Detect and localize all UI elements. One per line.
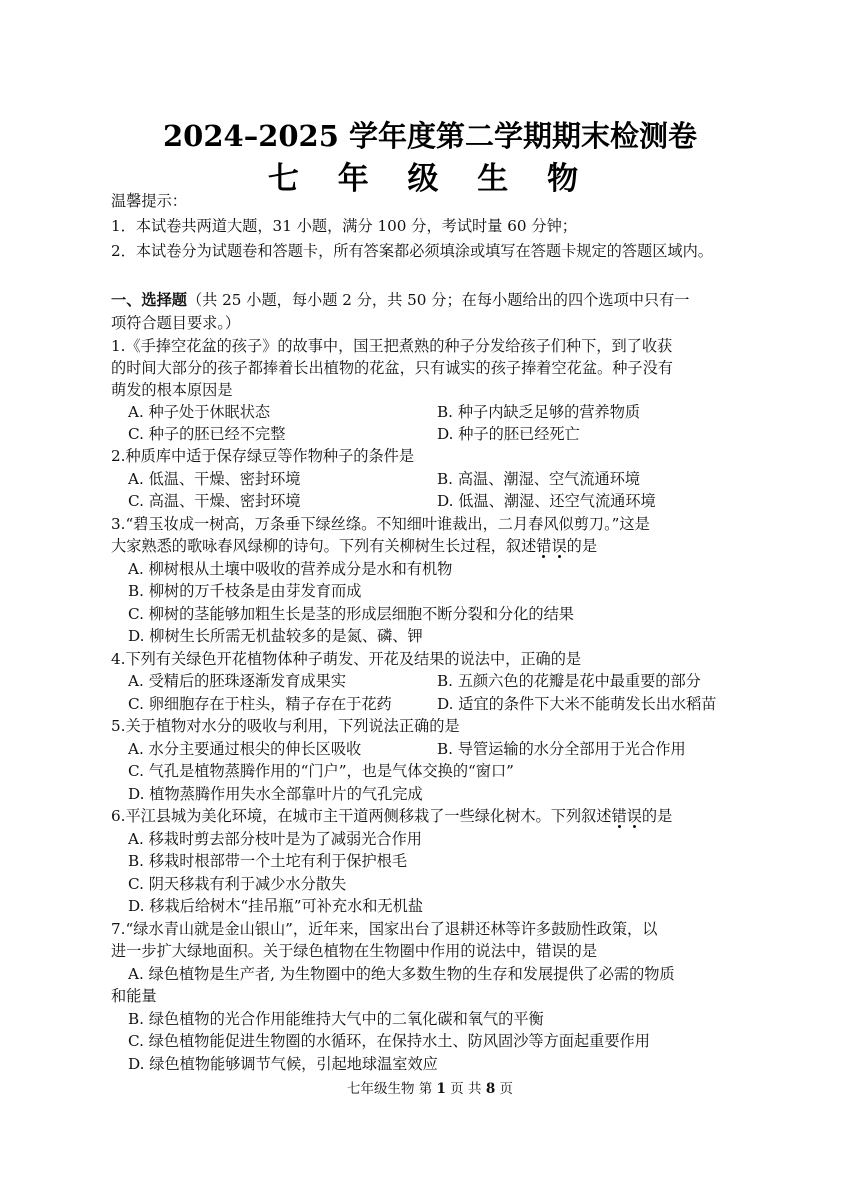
page-footer <box>0 1080 860 1098</box>
footer-suffix: 页 <box>499 1081 514 1097</box>
q2-stem: 2.种质库中适于保存绿豆等作物种子的条件是 <box>111 447 415 465</box>
q4-option-b: B. 五颜六色的花瓣是花中最重要的部分 <box>437 672 701 690</box>
q5-option-b: B. 导管运输的水分全部用于光合作用 <box>437 740 686 758</box>
q7-option-b: B. 绿色植物的光合作用能维持大气中的二氧化碳和氧气的平衡 <box>128 1010 544 1028</box>
section-desc-1: （共 25 小题，每小题 2 分，共 50 分；在每小题给出的四个选项中只有一 <box>186 291 690 309</box>
q3-stem-2-end: 的是 <box>566 537 597 555</box>
q3-option-d: D. 柳树生长所需无机盐较多的是氮、磷、钾 <box>128 627 423 645</box>
q4-option-c: C. 卵细胞存在于柱头，精子存在于花药 <box>128 695 392 713</box>
q1-option-b: B. 种子内缺乏足够的营养物质 <box>437 403 641 421</box>
q1-option-d: D. 种子的胚已经死亡 <box>437 425 580 443</box>
exam-title: 2024–2025 学年度第二学期期末检测卷 <box>162 119 698 153</box>
q6-option-d: D. 移栽后给树木“挂吊瓶”可补充水和无机盐 <box>128 897 424 915</box>
q4-option-d: D. 适宜的条件下大米不能萌发长出水稻苗 <box>437 695 717 713</box>
q6-option-b: B. 移栽时根部带一个土坨有利于保护根毛 <box>128 852 408 870</box>
q5-option-d: D. 植物蒸腾作用失水全部靠叶片的气孔完成 <box>128 785 423 803</box>
q4-stem: 4.下列有关绿色开花植物体种子萌发、开花及结果的说法中，正确的是 <box>111 650 582 668</box>
q4-option-a: A. 受精后的胚珠逐渐发育成果实 <box>128 672 347 690</box>
footer-prefix: 七年级生物 第 <box>346 1081 433 1097</box>
q3-option-c: C. 柳树的茎能够加粗生长是茎的形成层细胞不断分裂和分化的结果 <box>128 605 574 623</box>
q6-stem <box>111 805 751 827</box>
q3-option-a: A. 柳树根从土壤中吸收的营养成分是水和有机物 <box>128 560 453 578</box>
q6-stem-end: 的是 <box>641 807 673 825</box>
q1-stem-3: 萌发的根本原因是 <box>111 381 233 399</box>
q1-stem-2: 的时间大部分的孩子都捧着长出植物的花盆，只有诚实的孩子捧着空花盆。种子没有 <box>111 359 673 377</box>
q6-option-c: C. 阴天移栽有利于减少水分散失 <box>128 875 347 893</box>
q7-option-a: A. 绿色植物是生产者, 为生物圈中的绝大多数生物的生存和发展提供了必需的物质 <box>128 965 675 983</box>
footer-page-number: 1 <box>436 1081 446 1097</box>
q2-option-a: A. 低温、干燥、密封环境 <box>128 470 301 488</box>
emphasis-mark: 错 <box>611 807 627 825</box>
section-desc-2: 项符合题目要求。） <box>111 314 241 332</box>
q7-option-c: C. 绿色植物能促进生物圈的水循环，在保持水土、防风固沙等方面起重要作用 <box>128 1032 650 1050</box>
notice-item-2: 2．本试卷分为试题卷和答题卡，所有答案都必须填涂或填写在答题卡规定的答题区域内。 <box>111 242 713 260</box>
section-heading <box>111 289 751 311</box>
q5-option-a: A. 水分主要通过根尖的伸长区吸收 <box>128 740 362 758</box>
q5-stem: 5.关于植物对水分的吸收与利用，下列说法正确的是 <box>111 717 460 735</box>
q1-stem-1: 1.《手捧空花盆的孩子》的故事中，国王把煮熟的种子分发给孩子们种下，到了收获 <box>111 337 673 355</box>
q6-stem-text: 6.平江县城为美化环境，在城市主干道两侧移栽了一些绿化树木。下列叙述 <box>111 807 612 825</box>
section-label: 一、选择题 <box>111 291 187 309</box>
q7-stem-2: 进一步扩大绿地面积。关于绿色植物在生物圈中作用的说法中，错误的是 <box>111 942 597 960</box>
q7-stem-1: 7.“绿水青山就是金山银山”，近年来，国家出台了退耕还林等许多鼓励性政策，以 <box>111 920 658 938</box>
q3-stem-2-text: 大家熟悉的歌咏春风绿柳的诗句。下列有关柳树生长过程，叙述 <box>111 537 537 555</box>
q1-option-c: C. 种子的胚已经不完整 <box>128 425 286 443</box>
q7-option-a-cont: 和能量 <box>111 987 157 1005</box>
q3-stem-1: 3.“碧玉妆成一树高，万条垂下绿丝绦。不知细叶谁裁出，二月春风似剪刀。”这是 <box>111 515 650 533</box>
q7-option-d: D. 绿色植物能够调节气候，引起地球温室效应 <box>128 1055 438 1073</box>
exam-subtitle: 七 年 级 生 物 <box>267 161 593 197</box>
emphasis-mark: 误 <box>551 537 567 555</box>
q2-option-c: C. 高温、干燥、密封环境 <box>128 492 301 510</box>
q2-option-b: B. 高温、潮湿、空气流通环境 <box>437 470 641 488</box>
notice-heading: 温馨提示： <box>111 192 187 210</box>
q3-option-b: B. 柳树的万千枝条是由芽发育而成 <box>128 582 362 600</box>
emphasis-mark: 误 <box>626 807 642 825</box>
footer-middle: 页 共 <box>450 1081 482 1097</box>
emphasis-mark: 错 <box>536 537 552 555</box>
notice-item-1: 1．本试卷共两道大题，31 小题，满分 100 分，考试时量 60 分钟； <box>111 217 577 235</box>
q6-option-a: A. 移栽时剪去部分枝叶是为了减弱光合作用 <box>128 830 422 848</box>
q1-option-a: A. 种子处于休眠状态 <box>128 403 271 421</box>
q2-option-d: D. 低温、潮湿、还空气流通环境 <box>437 492 656 510</box>
footer-total-pages: 8 <box>485 1081 496 1097</box>
q3-stem-2 <box>111 535 751 557</box>
q5-option-c: C. 气孔是植物蒸腾作用的“门户”，也是气体交换的“窗口” <box>128 762 514 780</box>
